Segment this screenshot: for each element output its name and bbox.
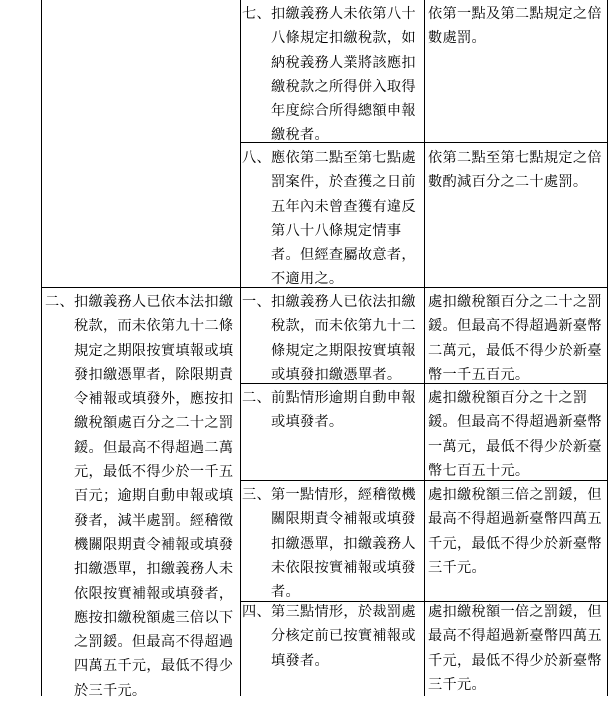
condition-text: 扣繳義務人已依法扣繳稅款，而未依第九十二條規定之期限按實填報或填發扣繳憑單者。 — [270, 294, 416, 383]
condition-text: 第一點情形，經稽徵機關限期責令補報或填發扣繳憑單，扣繳義務人未依限按實補報或填發者。 — [270, 487, 416, 601]
penalty-text: 處扣繳稅額一倍之罰鍰，但最高不得超過新臺幣四萬五千元，最低不得少於新臺幣三千元。 — [428, 604, 602, 693]
category-number: 二、 — [45, 294, 74, 310]
condition-cell — [242, 146, 422, 292]
category-cell — [45, 290, 238, 703]
item-number: 七、 — [242, 6, 271, 22]
column-divider-2 — [424, 0, 425, 696]
item-number: 三、 — [242, 487, 271, 503]
penalty-cell — [428, 2, 605, 51]
condition-text: 扣繳義務人未依第八十八條規定扣繳稅款，如納稅義務人業將該應扣繳稅款之所得併入取得年度綜合所得總額申報繳稅者。 — [270, 6, 416, 144]
condition-text: 應依第二點至第七點處罰案件，於查獲之日前五年內未曾查獲有違反第八十八條規定情事者。但經查屬故意者，不適用之。 — [270, 150, 416, 288]
item-number: 二、 — [242, 390, 271, 406]
item-number: 八、 — [242, 150, 271, 166]
penalty-cell — [428, 483, 605, 580]
penalty-cell — [428, 290, 605, 387]
item-number: 一、 — [242, 294, 271, 310]
category-text: 扣繳義務人已依本法扣繳稅款，而未依第九十二條規定之期限按實填報或填發扣繳憑單者，除限期責令補報或填發外，應按扣繳稅額處百分之二十之罰鍰。但最高不得超過二萬元，最低不得少於一千五百元；逾期自動申報或填發者，減半處罰。經稽徵機關限期責令補報或填發扣繳憑單，扣繳義務人未依限按實補報或填發者，應按扣繳稅額處三倍以下之罰鍰。但最高不得超過四萬五千元，最低不得少於三千元。 — [73, 294, 234, 699]
condition-text: 前點情形逾期自動申報或填發者。 — [270, 390, 416, 431]
table-border-right — [607, 0, 608, 696]
penalty-text: 處扣繳稅額百分之十之罰鍰。但最高不得超過新臺幣一萬元，最低不得少於新臺幣七百五十元。 — [428, 390, 602, 479]
penalty-text: 依第一點及第二點規定之倍數處罰。 — [428, 6, 602, 47]
penalty-text: 處扣繳稅額百分之二十之罰鍰。但最高不得超過新臺幣二萬元，最低不得少於新臺幣一千五百元。 — [428, 294, 602, 383]
penalty-cell — [428, 146, 605, 195]
item-number: 四、 — [242, 604, 271, 620]
table-border-left — [41, 0, 42, 696]
penalty-cell — [428, 600, 605, 697]
condition-cell — [242, 290, 422, 387]
condition-cell — [242, 600, 422, 673]
penalty-text: 依第二點至第七點規定之倍數酌減百分之二十處罰。 — [428, 150, 602, 191]
penalty-cell — [428, 386, 605, 483]
condition-cell — [242, 2, 422, 148]
penalty-text: 處扣繳稅額三倍之罰鍰，但最高不得超過新臺幣四萬五千元，最低不得少於新臺幣三千元。 — [428, 487, 602, 576]
condition-cell — [242, 386, 422, 435]
column-divider-1 — [240, 0, 241, 696]
condition-cell — [242, 483, 422, 604]
condition-text: 第三點情形，於裁罰處分核定前已按實補報或填發者。 — [270, 604, 416, 669]
